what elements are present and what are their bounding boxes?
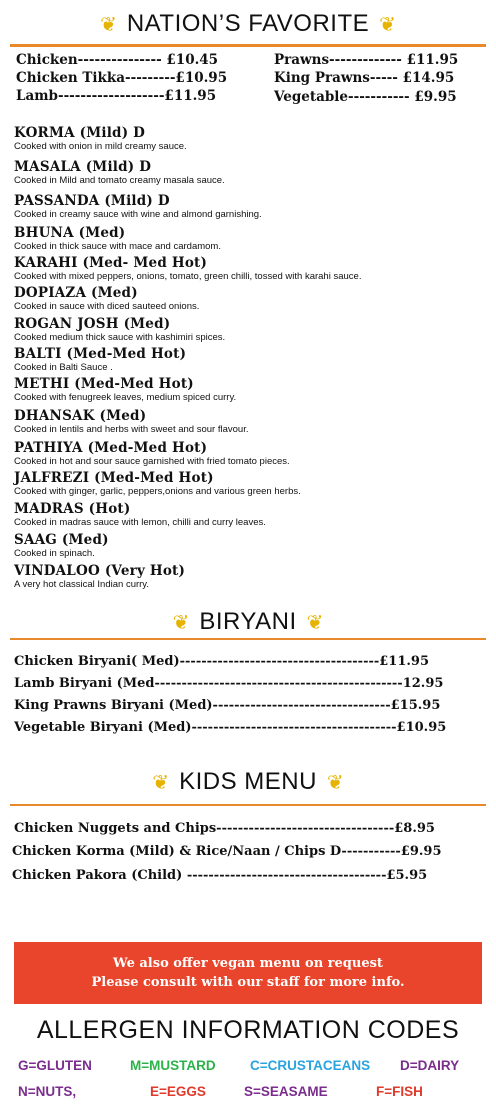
dish-name: METHI (Med-Med Hot) bbox=[14, 376, 194, 392]
dish-name: SAAG (Med) bbox=[14, 532, 109, 548]
dish-name: DOPIAZA (Med) bbox=[14, 285, 138, 301]
dish-name: KARAHI (Med- Med Hot) bbox=[14, 255, 208, 271]
vegan-info-banner bbox=[14, 942, 482, 1004]
dish-item bbox=[14, 317, 225, 343]
dish-description: Cooked in sauce with diced sauteed onions. bbox=[14, 301, 200, 312]
divider bbox=[10, 804, 486, 806]
menu-item: Chicken Nuggets and Chips---------------------------------£8.95 bbox=[14, 821, 435, 836]
biryani-title: BIRYANI bbox=[199, 608, 297, 635]
divider bbox=[10, 44, 486, 47]
price-item: Lamb-------------------£11.95 bbox=[16, 88, 217, 104]
dish-name: BHUNA (Med) bbox=[14, 225, 126, 241]
ornament-left-icon: ❦ bbox=[152, 770, 170, 794]
dish-name: JALFREZI (Med-Med Hot) bbox=[14, 470, 214, 486]
ornament-left-icon: ❦ bbox=[172, 610, 190, 634]
biryani-header bbox=[0, 608, 496, 636]
dish-name: KORMA (Mild) D bbox=[14, 125, 146, 141]
dish-description: Cooked in lentils and herbs with sweet and sour flavour. bbox=[14, 424, 249, 435]
menu-item: Chicken Pakora (Child) -------------------------------------£5.95 bbox=[12, 868, 428, 883]
dish-item bbox=[14, 194, 262, 220]
dish-description: Cooked with onion in mild creamy sauce. bbox=[14, 141, 187, 152]
dish-description: Cooked with fenugreek leaves, medium spiced curry. bbox=[14, 392, 237, 403]
dish-description: Cooked with ginger, garlic, peppers,onions and various green herbs. bbox=[14, 486, 301, 497]
menu-item: Chicken Korma (Mild) & Rice/Naan / Chips D-----------£9.95 bbox=[12, 844, 442, 859]
dish-description: Cooked in Mild and tomato creamy masala sauce. bbox=[14, 175, 225, 186]
dish-name: PASSANDA (Mild) D bbox=[14, 193, 170, 209]
price-item: Chicken Tikka---------£10.95 bbox=[16, 70, 228, 86]
price-item: King Prawns----- £14.95 bbox=[274, 70, 455, 86]
ornament-right-icon: ❦ bbox=[326, 770, 344, 794]
dish-item bbox=[14, 160, 225, 186]
dish-name: PATHIYA (Med-Med Hot) bbox=[14, 440, 208, 456]
price-item: Prawns------------- £11.95 bbox=[274, 52, 459, 68]
dish-item bbox=[14, 441, 290, 467]
price-item: Chicken--------------- £10.45 bbox=[16, 52, 219, 68]
dish-description: Cooked in hot and sour sauce garnished with fried tomato pieces. bbox=[14, 456, 290, 467]
allergen-title: ALLERGEN INFORMATION CODES bbox=[36, 1016, 460, 1044]
menu-item: Chicken Biryani( Med)-------------------------------------£11.95 bbox=[14, 654, 430, 669]
dish-name: MADRAS (Hot) bbox=[14, 501, 131, 517]
dish-item bbox=[14, 564, 185, 590]
dish-name: BALTI (Med-Med Hot) bbox=[14, 346, 187, 362]
dish-item bbox=[14, 256, 361, 282]
dish-name: MASALA (Mild) D bbox=[14, 159, 152, 175]
allergen-code: E=EGGS bbox=[150, 1084, 206, 1099]
dish-description: A very hot classical Indian curry. bbox=[14, 579, 149, 590]
kids-menu-header bbox=[0, 768, 496, 796]
allergen-code: D=DAIRY bbox=[400, 1058, 460, 1073]
nations-favorite-header bbox=[0, 10, 496, 38]
dish-description: Cooked in madras sauce with lemon, chilli and curry leaves. bbox=[14, 517, 266, 528]
menu-item: Lamb Biryani (Med----------------------------------------------12.95 bbox=[14, 676, 444, 691]
dish-description: Cooked medium thick sauce with kashimiri spices. bbox=[14, 332, 226, 343]
allergen-code: F=FISH bbox=[376, 1084, 423, 1099]
dish-description: Cooked in spinach. bbox=[14, 548, 95, 559]
dish-item bbox=[14, 502, 266, 528]
banner-line-1: We also offer vegan menu on request bbox=[113, 956, 383, 971]
dish-description: Cooked in creamy sauce with wine and almond garnishing. bbox=[14, 209, 262, 220]
allergen-code: G=GLUTEN bbox=[18, 1058, 92, 1073]
ornament-right-icon: ❦ bbox=[306, 610, 324, 634]
dish-item bbox=[14, 226, 221, 252]
dish-item bbox=[14, 533, 109, 559]
ornament-left-icon: ❦ bbox=[100, 12, 117, 36]
banner-line-2: Please consult with our staff for more info. bbox=[91, 975, 405, 990]
dish-description: Cooked in Balti Sauce . bbox=[14, 362, 113, 373]
menu-item: Vegetable Biryani (Med)--------------------------------------£10.95 bbox=[14, 720, 447, 735]
dish-name: DHANSAK (Med) bbox=[14, 408, 147, 424]
dish-item bbox=[14, 409, 248, 435]
allergen-code: S=SEASAME bbox=[244, 1084, 328, 1099]
dish-description: Cooked in thick sauce with mace and cardamom. bbox=[14, 241, 221, 252]
nations-favorite-title: NATION’S FAVORITE bbox=[126, 10, 370, 37]
dish-item bbox=[14, 286, 199, 312]
price-item: Vegetable----------- £9.95 bbox=[274, 89, 457, 105]
allergen-code: M=MUSTARD bbox=[130, 1058, 216, 1073]
dish-description: Cooked with mixed peppers, onions, tomato, green chilli, tossed with karahi sauce. bbox=[14, 271, 362, 282]
dish-item bbox=[14, 377, 236, 403]
dish-name: VINDALOO (Very Hot) bbox=[14, 563, 186, 579]
dish-item bbox=[14, 471, 301, 497]
allergen-code: C=CRUSTACEANS bbox=[250, 1058, 371, 1073]
dish-item bbox=[14, 126, 187, 152]
dish-name: ROGAN JOSH (Med) bbox=[14, 316, 171, 332]
dish-item bbox=[14, 347, 186, 373]
ornament-right-icon: ❦ bbox=[379, 12, 396, 36]
divider bbox=[10, 638, 486, 640]
kids-menu-title: KIDS MENU bbox=[179, 768, 317, 795]
menu-item: King Prawns Biryani (Med)---------------------------------£15.95 bbox=[14, 698, 441, 713]
allergen-code: N=NUTS, bbox=[18, 1084, 77, 1099]
